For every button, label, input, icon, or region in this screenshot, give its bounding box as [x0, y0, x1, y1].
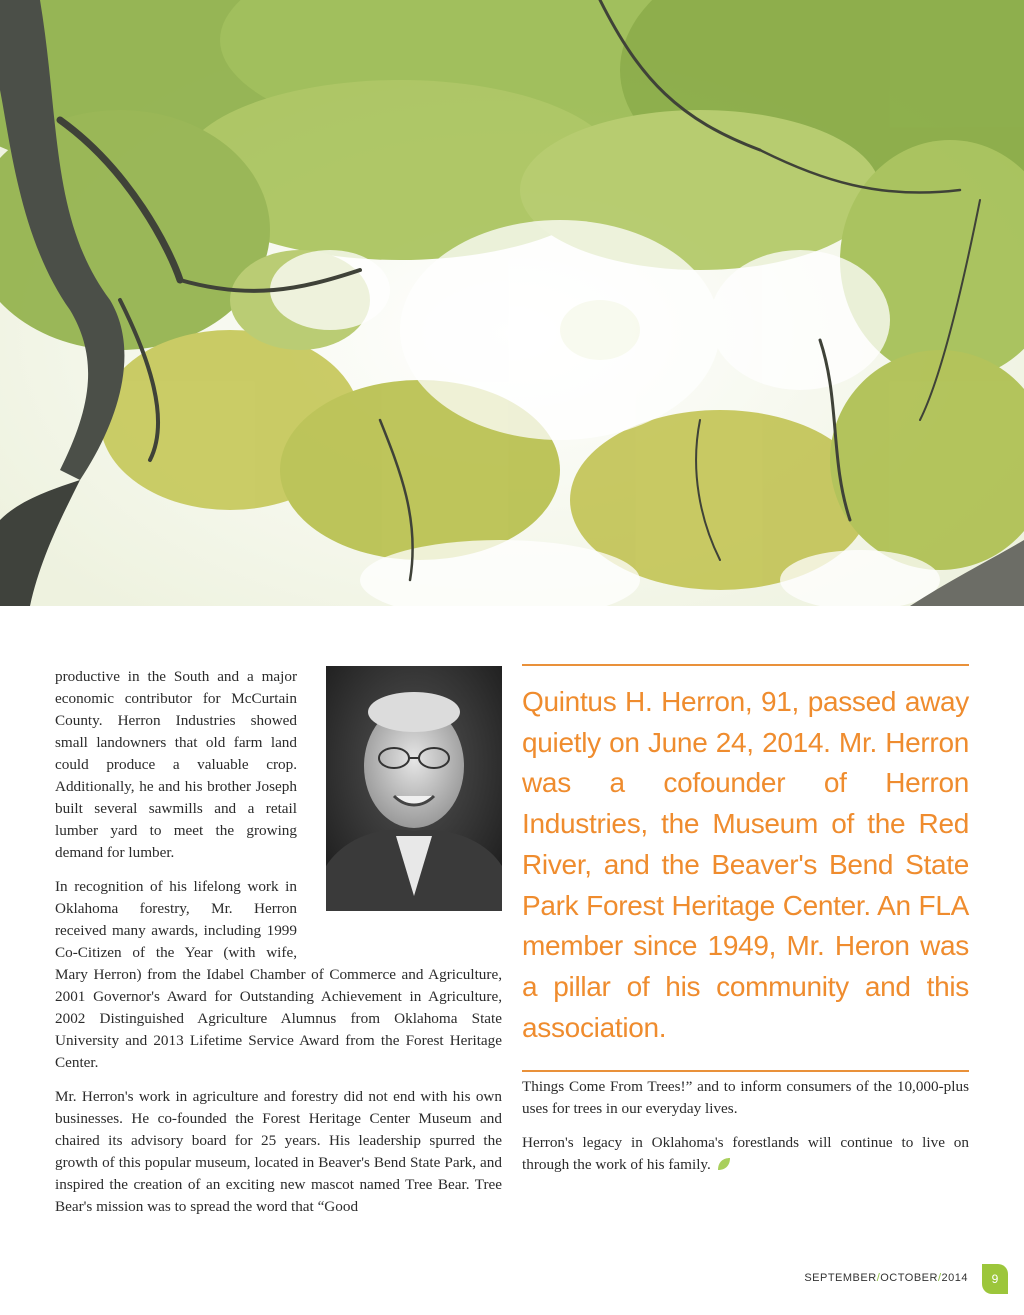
herron-portrait-photo [326, 666, 502, 911]
issue-date-footer [804, 1272, 968, 1284]
footer-separator-1: / [876, 1272, 881, 1284]
footer-separator-2: / [937, 1272, 942, 1284]
paragraph-forest-heritage: Mr. Herron's work in agriculture and forestry did not end with his own businesses. He co-founded the Forest Heritage Center Museum and chaired its advisory board for 25 years. His leadership spurred the growth of this popular museum, located in Beaver's Bend State Park, and inspired the creation of an exciting new mascot named Tree Bear. Tree Bear's mission was to spread the word that “Good [55, 1088, 502, 1215]
paragraph-tree-uses: Things Come From Trees!” and to inform consumers of the 10,000-plus uses for trees in our everyday lives. [522, 1078, 969, 1117]
footer-month-1: SEPTEMBER [804, 1272, 877, 1284]
paragraph-recognition: In recognition of his lifelong work in Oklahoma forestry, Mr. Herron received many awards, including 1999 Co-Citizen of the Year (with wife, Mary Herron) from the Idabel Chamber of Commerce and Agriculture, 2001 Governor's Award for Outstanding Achievement in Agriculture, 2002 Distinguished Agriculture Alumnus from Oklahoma State University and 2013 Lifetime Service Award from the Forest Heritage Center. [55, 878, 502, 1071]
article-column-right [522, 1076, 969, 1190]
tree-canopy-photo [0, 0, 1024, 606]
paragraph-lumber: productive in the South and a major economic contributor for McCurtain County. Herron Industries showed small landowners that old farm land could produce a valuable crop. Additionally, he and his brother Joseph built several sawmills and a retail lumber yard to meet the growing demand for lumber. [55, 668, 297, 861]
paragraph-legacy [522, 1132, 969, 1178]
page-number: 9 [982, 1264, 1008, 1294]
footer-year: 2014 [941, 1272, 968, 1284]
pull-quote: Quintus H. Herron, 91, passed away quietly on June 24, 2014. Mr. Herron was a cofounder of Herron Industries, the Museum of the Red River, and the Beaver's Bend State Park Forest Heritage Center. An FLA member since 1949, Mr. Heron was a pillar of his community and this association. [522, 664, 969, 1072]
article-column-left-top [55, 666, 297, 876]
legacy-text: Herron's legacy in Oklahoma's forestlands will continue to live on through the work of his family. [522, 1134, 969, 1173]
leaf-end-icon [717, 1156, 731, 1178]
article-column-left-bottom [55, 1086, 502, 1230]
footer-month-2: OCTOBER [880, 1272, 938, 1284]
